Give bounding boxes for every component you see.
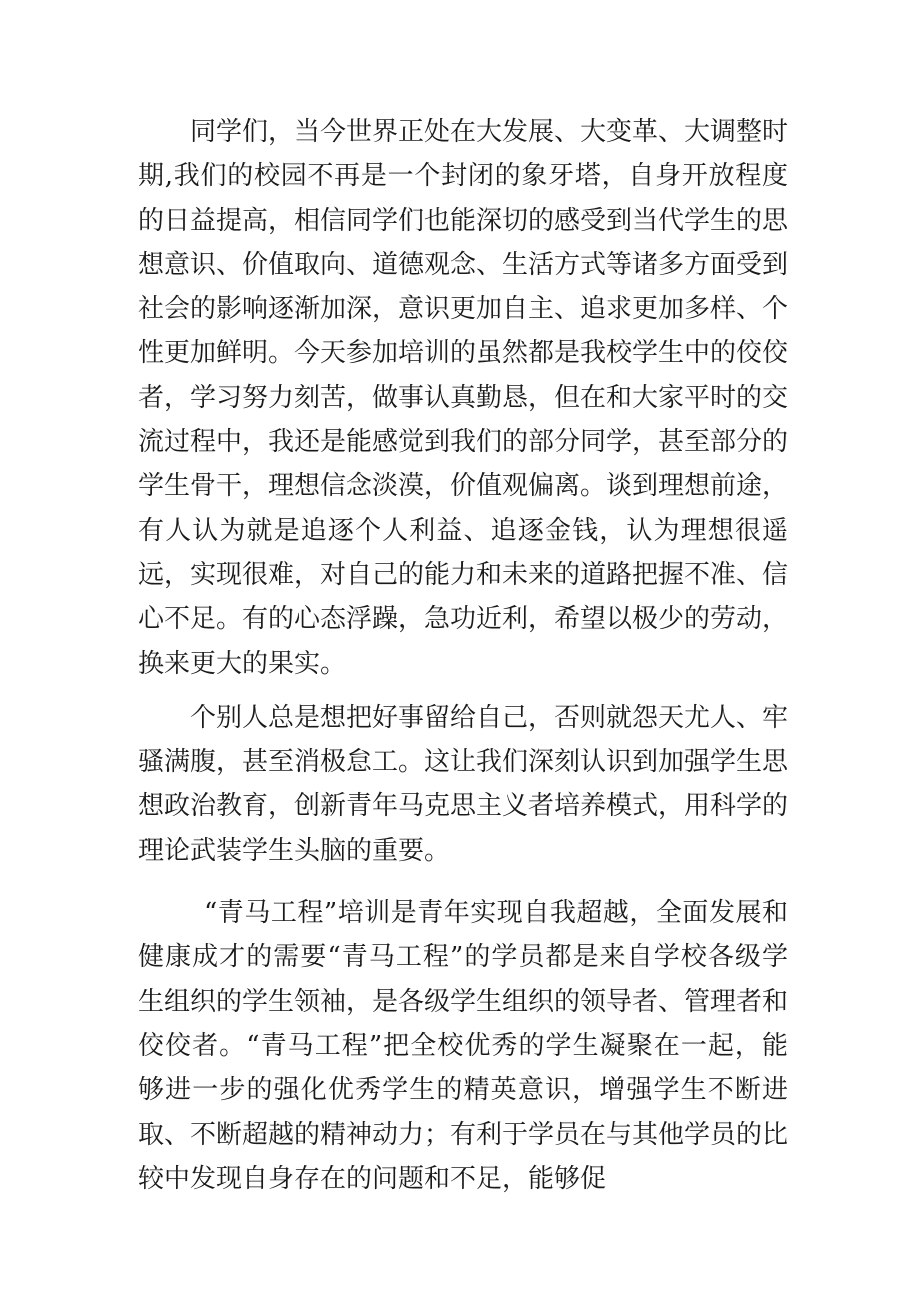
document-body (138, 110, 788, 1201)
paragraph-3: “青马工程”培训是青年实现自我超越，全面发展和健康成才的需要“青马工程”的学员都是来自学校各级学生组织的学生领袖，是各级学生组织的领导者、管理者和佼佼者。“青马工程”把全校优秀的学生凝聚在一起，能够进一步的强化优秀学生的精英意识，增强学生不断进取、不断超越的精神动力；有利于学员在与其他学员的比较中发现自身存在的问题和不足，能够促 (138, 898, 789, 1194)
paragraph-2: 个别人总是想把好事留给自己，否则就怨天尤人、牢骚满腹，甚至消极怠工。这让我们深刻认识到加强学生思想政治教育，创新青年马克思主义者培养模式，用科学的理论武装学生头脑的重要。 (138, 702, 789, 866)
paragraph-1: 同学们，当今世界正处在大发展、大变革、大调整时期,我们的校园不再是一个封闭的象牙塔，自身开放程度的日益提高，相信同学们也能深切的感受到当代学生的思想意识、价值取向、道德观念、生活方式等诸多方面受到社会的影响逐渐加深，意识更加自主、追求更加多样、个性更加鲜明。今天参加培训的虽然都是我校学生中的佼佼者，学习努力刻苦，做事认真勤恳，但在和大家平时的交流过程中，我还是能感觉到我们的部分同学，甚至部分的学生骨干，理想信念淡漠，价值观偏离。谈到理想前途，有人认为就是追逐个人利益、追逐金钱，认为理想很遥远，实现很难，对自己的能力和未来的道路把握不准、信心不足。有的心态浮躁，急功近利，希望以极少的劳动，换来更大的果实。 (138, 117, 789, 679)
